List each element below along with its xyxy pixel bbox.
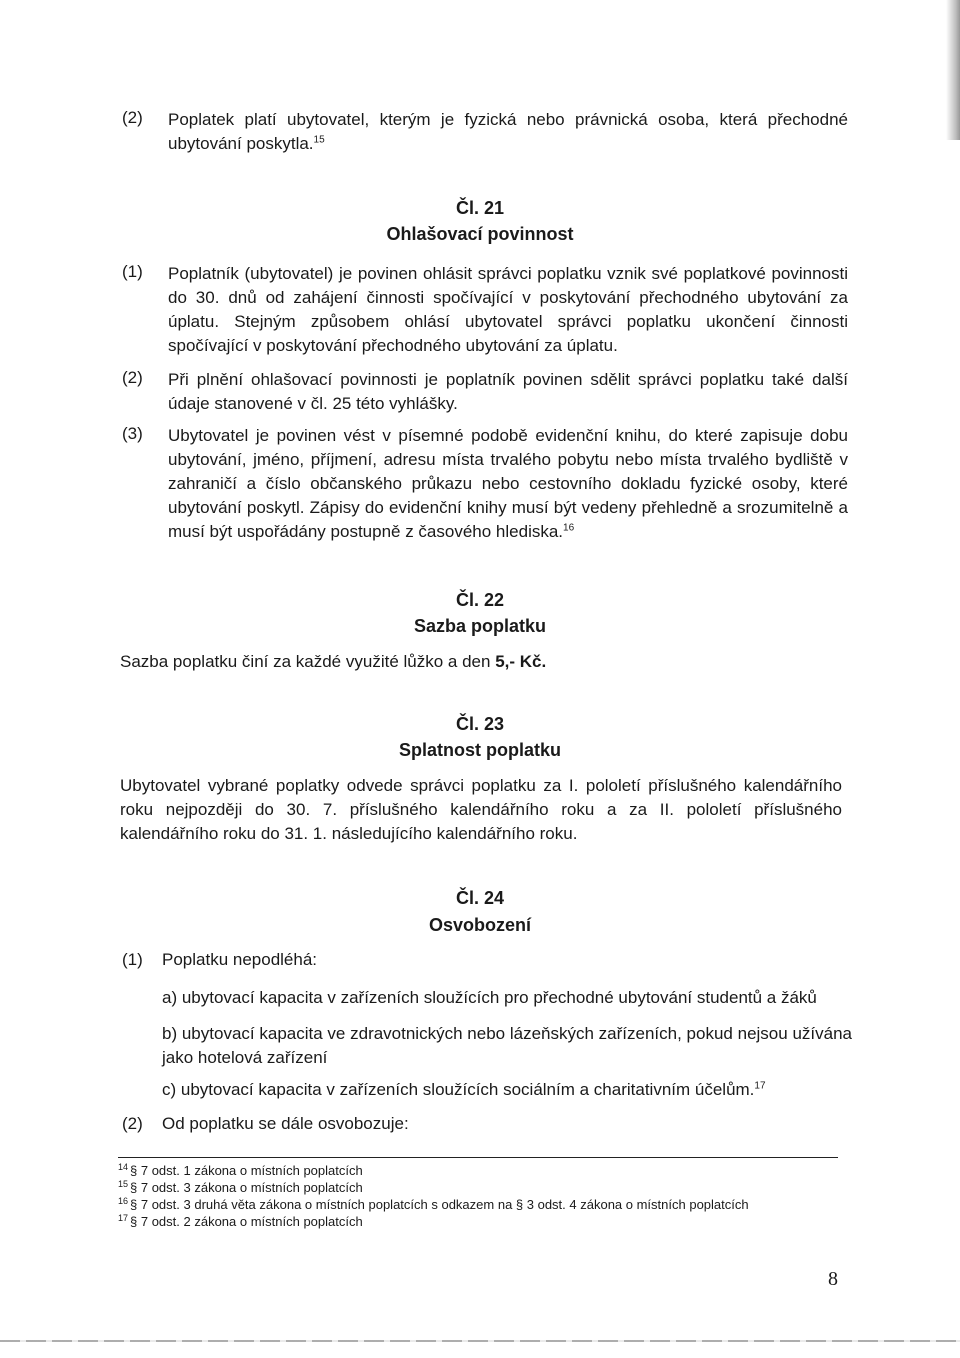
paragraph-text: Při plnění ohlašovací povinnosti je poplatník povinen sdělit správci poplatku také další údaje stanovené v čl. 25 této vyhlášky. [168,370,848,413]
article-title: Ohlašovací povinnost [386,224,574,244]
list-item: c) ubytovací kapacita v zařízeních sloužících sociálním a charitativním účelům.$^{17}$ [162,1080,766,1099]
footnote-ref: 15 [313,134,325,146]
fee-amount: 5,- Kč. [495,652,547,671]
footnote-divider [118,1157,838,1158]
scan-artifact-line [0,1340,960,1342]
article-heading: Čl. 24 [455,888,505,908]
article-heading: Čl. 22 [455,590,505,610]
article-title: Osvobození [428,915,531,935]
paragraph-text: Od poplatku se dále osvobozuje: [162,1114,409,1133]
article-text: Ubytovatel vybrané poplatky odvede správci poplatku za I. pololetí příslušného kalendářního roku nejpozději do 30. 7. příslušného kalendářního roku a za II. pololetí příslušného kalendářního roku do 31. 1. následujícího kalendářního roku. [120,776,842,843]
list-item: a) ubytovací kapacita v zařízeních sloužících pro přechodné ubytování studentů a žáků [162,988,817,1007]
list-item: b) ubytovací kapacita ve zdravotnických nebo lázeňských zařízeních, pokud nejsou užívána jako hotelová zařízení [162,1024,852,1067]
paragraph-text: Poplatku nepodléhá: [162,950,318,969]
footnote: $^{17}$ § 7 odst. 2 zákona o místních poplatcích [118,1212,363,1229]
paragraph-number: (2) [122,108,143,127]
footnote-ref: 16 [563,522,575,534]
page-number: 8 [828,1268,838,1290]
article-heading: Čl. 21 [455,198,505,218]
paragraph-number: (1) [122,950,143,969]
footnote: $^{15}$ § 7 odst. 3 zákona o místních poplatcích [118,1178,363,1195]
paragraph-number: (2) [122,1114,143,1133]
paragraph-text: Poplatník (ubytovatel) je povinen ohlásit správci poplatku vznik své poplatkové povinnosti do 30. dnů od zahájení činnosti spočívající v poskytování přechodného ubytování za úplatu. Stejným způsobem ohlásí ubytovatel správci poplatku ukončení činnosti spočívající v poskytování přechodného ubytování za úplatu. [168,264,848,355]
article-heading: Čl. 23 [455,714,505,734]
article-title: Sazba poplatku [413,616,547,636]
footnote-ref: 17 [754,1080,766,1092]
paragraph-number: (1) [122,262,143,281]
paragraph-number: (3) [122,424,143,443]
paragraph-text: Poplatek platí ubytovatel, kterým je fyzická nebo právnická osoba, která přechodné ubytování poskytla.$^{15}$ [168,110,848,153]
footnote: $^{16}$ § 7 odst. 3 druhá věta zákona o místních poplatcích s odkazem na § 3 odst. 4 zákona o místních poplatcích [118,1195,749,1212]
scan-edge-shadow [946,0,960,140]
article-text: Sazba poplatku činí za každé využité lůžko a den 5,- Kč. [120,652,547,671]
paragraph-text: Ubytovatel je povinen vést v písemné podobě evidenční knihu, do které zapisuje dobu ubytování, jméno, příjmení, adresu místa trvalého pobytu nebo místa trvalého bydliště v zahraničí a číslo občanského průkazu nebo cestovního dokladu fyzické osoby, které ubytování poskytl. Zápisy do evidenční knihy musí být vedeny přehledně a srozumitelně a musí být uspořádány postupně z časového hlediska.$^{16}$ [168,426,848,541]
footnote: $^{14}$ § 7 odst. 1 zákona o místních poplatcích [118,1161,363,1178]
article-title: Splatnost poplatku [399,740,561,760]
paragraph-number: (2) [122,368,143,387]
